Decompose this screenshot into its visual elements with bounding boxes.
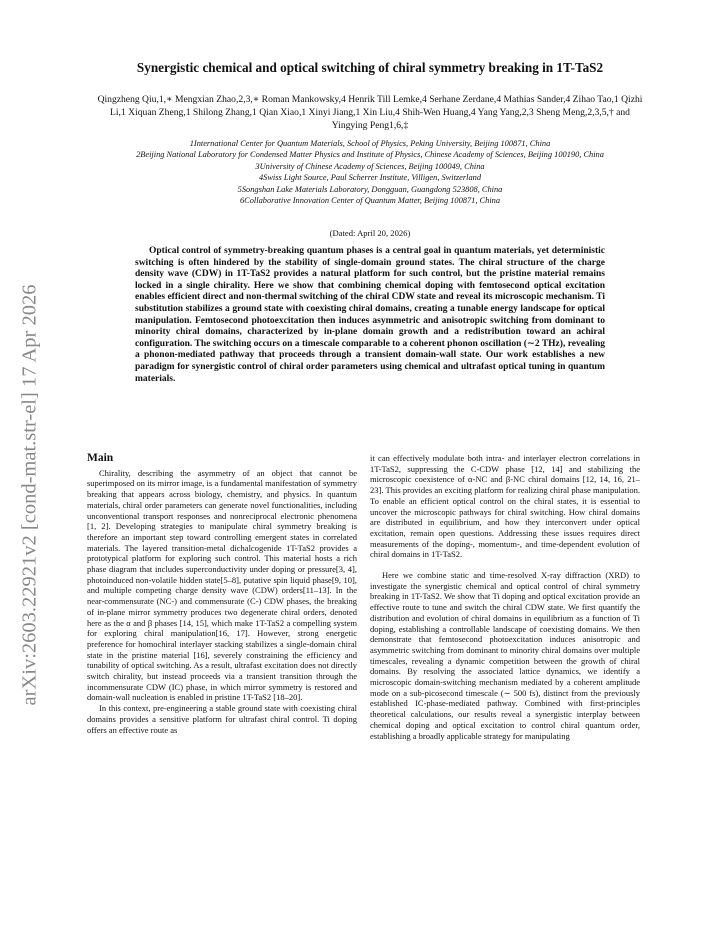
affiliation-1: 1International Center for Quantum Materials, School of Physics, Peking University, Beijing 100871, China [189, 139, 551, 148]
body-paragraph: Chirality, describing the asymmetry of an object that cannot be superimposed on its mirror image, is a fundamental manifestation of symmetry breaking that appears across biology, chemistry, and physics. In quantum materials, chiral order parameters can generate novel functionalities, including unconventional transport responses and nonreciprocal electronic phenomena [1, 2]. Developing strategies to manipulate chiral symmetry breaking is therefore an important step toward controlling emergent states in correlated materials. The layered transition-metal dichalcogenide 1T-TaS2 provides a prototypical platform for exploring such control. This material hosts a rich phase diagram that includes superconductivity under doping or pressure[3, 4], photoinduced non-volatile hidden state[5–8], putative spin liquid phase[9, 10], and multiple competing charge density wave (CDW) orders[11–13]. In the near-commensurate (NC-) and commensurate (C-) CDW phases, the breaking of in-plane mirror symmetry produces two degenerate chiral orders, denoted here as the α and β phases [14, 15], which make 1T-TaS2 a compelling system for exploring chiral manipulation[16, 17]. However, strong energetic preference for homochiral interlayer stacking stabilizes a single-domain chiral state in the pristine material [16], severely constraining the efficiency and tunability of optical switching. As a result, ultrafast excitation does not directly switch chirality, but instead proceeds via a transient transition through the incommensurate CDW (IC) phase, in which mirror symmetry is restored and domain-wall nucleation is enabled in pristine 1T-TaS2 [18–20]. [87, 467, 357, 703]
paper-title: Synergistic chemical and optical switching of chiral symmetry breaking in 1T-TaS2 [136, 60, 604, 75]
arxiv-sidebar-stamp [10, 235, 50, 755]
body-column-left [87, 453, 357, 735]
section-heading-main: Main [87, 452, 114, 464]
arxiv-identifier: arXiv:2603.22921v2 [cond-mat.str-el] 17 Apr 2026 [18, 284, 41, 706]
body-paragraph: it can effectively modulate both intra- and interlayer electron correlations in 1T-TaS2, suppressing the C-CDW phase [12, 14] and stabilizing the microscopic coexistence of α-NC and β-NC chiral domains [12, 14, 16, 21–23]. This provides an exciting platform for realizing chiral phase manipulation. To enable an efficient optical control on the chiral states, it is essential to uncover the microscopic pathways for chiral switching. How chiral domains are distributed in equilibrium, and how they interconvert under optical excitation, remain open questions. Addressing these issues requires direct measurements of the doping-, momentum-, and time-dependent evolution of chiral domains in 1T-TaS2. [370, 453, 640, 560]
body-paragraph: In this context, pre-engineering a stable ground state with coexisting chiral domains provides a sensitive platform for ultrafast chiral control. Ti doping offers an effective route as [87, 703, 357, 735]
affiliation-list [92, 138, 648, 206]
abstract: Optical control of symmetry-breaking quantum phases is a central goal in quantum materials, yet deterministic switching is often hindered by the stability of single-domain ground states. The chiral structure of the charge density wave (CDW) in 1T-TaS2 provides a natural platform for such control, but the pristine material remains locked in a single chirality. Here we show that combining chemical doping with femtosecond optical excitation enables efficient direct and non-thermal switching of the chiral CDW state and reveal its microscopic mechanism. Ti substitution stabilizes a ground state with coexisting chiral domains, creating a tunable energy landscape for optical manipulation. Femtosecond photoexcitation then induces asymmetric and anisotropic switching from dominant to minority chiral domains, characterized by in-plane domain growth and a redistribution toward an achiral configuration. The switching occurs on a timescale comparable to a coherent phonon oscillation (∼2 THz), revealing a phonon-mediated pathway that proceeds through a transient domain-wall state. Our work establishes a new paradigm for synergistic control of chiral order parameters using chemical and ultrafast optical tuning in quantum materials. [135, 246, 605, 384]
affiliation-6: 6Collaborative Innovation Center of Quantum Matter, Beijing 100871, China [239, 196, 501, 206]
author-list: Qingzheng Qiu,1,∗ Mengxian Zhao,2,3,∗ Roman Mankowsky,4 Henrik Till Lemke,4 Serhane Zerdane,4 Mathias Sander,4 Zihao Tao,1 Qizhi Li,1 Xiquan Zheng,1 Shilong Zhang,1 Qian Xiao,1 Xinyi Jiang,1 Xin Liu,4 Shih-Wen Huang,4 Yang Yang,2,3 Sheng Meng,2,3,5,† and Yingying Peng1,6,‡ [97, 94, 643, 131]
body-paragraph: Here we combine static and time-resolved X-ray diffraction (XRD) to investigate the synergistic chemical and optical control of chiral symmetry breaking in 1T-TaS2. We show that Ti doping and optical excitation provide an effective route to tune and switch the chiral CDW state. We first quantify the distribution and evolution of chiral domains in equilibrium as a function of Ti doping, establishing a controllable landscape of coexisting domains. We then demonstrate that femtosecond photoexcitation induces anisotropic and asymmetric switching from dominant to minority chiral domains over multiple timescales, revealing a dynamic competition between the growth of chiral domains. By resolving the associated lattice dynamics, we identify a microscopic domain-switching mechanism mediated by a coherent amplitude mode on a sub-picosecond timescale (∼ 500 fs), distinct from the previously established IC-phase-mediated pathway. Combined with first-principles theoretical calculations, our results reveal a synergistic interplay between chemical doping and optical excitation to control chiral quantum order, establishing a broadly applicable strategy for manipulating [370, 570, 640, 741]
affiliation-3: 3University of Chinese Academy of Sciences, Beijing 100049, China [255, 161, 485, 171]
affiliation-5: 5Songshan Lake Materials Laboratory, Dongguan, Guangdong 523808, China [237, 184, 503, 194]
dated-line: (Dated: April 20, 2026) [329, 228, 411, 238]
body-column-right [370, 453, 640, 741]
affiliation-4: 4Swiss Light Source, Paul Scherrer Institute, Villigen, Switzerland [258, 173, 482, 183]
affiliation-2: 2Beijing National Laboratory for Condensed Matter Physics and Institute of Physics, Chinese Academy of Sciences, Beijing 100190, China [136, 150, 604, 160]
